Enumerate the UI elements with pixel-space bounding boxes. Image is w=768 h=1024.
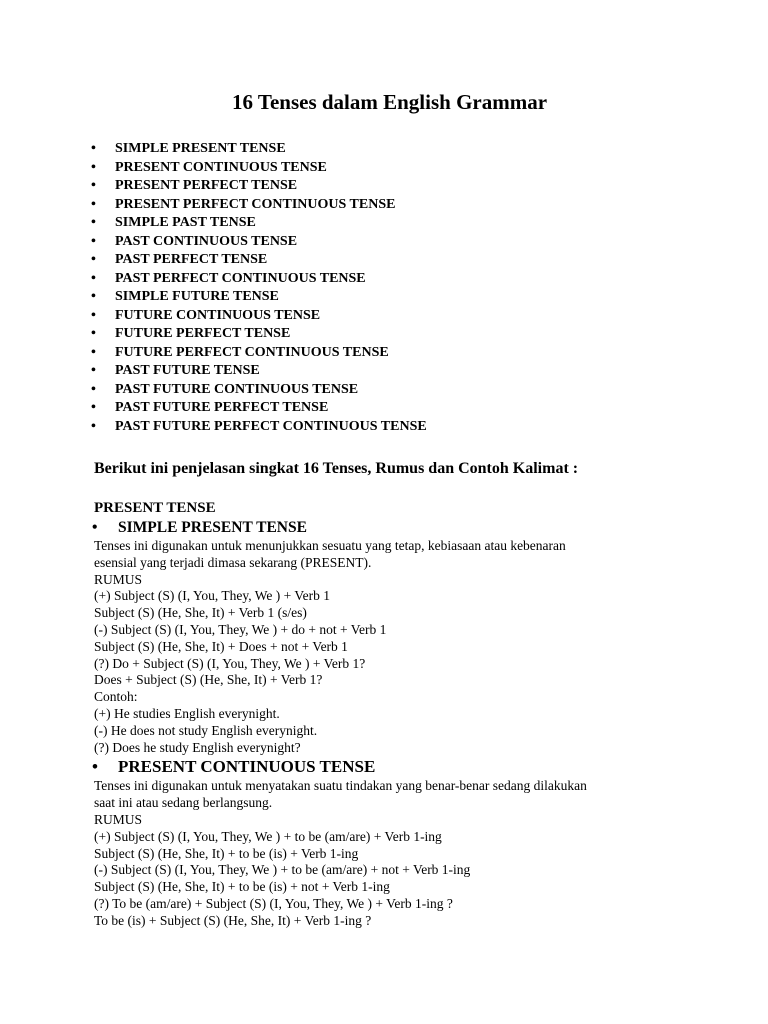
bullet-icon: •	[91, 159, 96, 175]
body-line: (+) Subject (S) (I, You, They, We ) + Verb 1	[94, 588, 330, 604]
document-title: 16 Tenses dalam English Grammar	[232, 90, 548, 114]
list-item-label: PAST CONTINUOUS TENSE	[115, 233, 298, 249]
list-item	[0, 307, 768, 326]
bullet-icon: •	[91, 215, 96, 230]
present-continuous-body	[94, 778, 768, 929]
list-item-label: FUTURE PERFECT TENSE	[115, 326, 291, 341]
list-item-label: PRESENT CONTINUOUS TENSE	[115, 159, 327, 175]
list-item	[0, 270, 768, 289]
bullet-icon: •	[92, 757, 98, 777]
body-line: Contoh:	[94, 689, 138, 705]
list-item	[0, 381, 768, 400]
list-item	[0, 399, 768, 418]
body-line: (-) Subject (S) (I, You, They, We ) + do + not + Verb 1	[94, 621, 387, 637]
list-item-label: PAST FUTURE TENSE	[115, 363, 260, 378]
body-line: To be (is) + Subject (S) (He, She, It) + Verb 1-ing ?	[94, 912, 372, 928]
list-item-label: PAST FUTURE CONTINUOUS TENSE	[115, 381, 359, 397]
body-line: saat ini atau sedang berlangsung.	[94, 795, 273, 811]
bullet-icon: •	[91, 326, 96, 341]
list-item-label: PRESENT PERFECT CONTINUOUS TENSE	[115, 196, 396, 212]
list-item	[0, 140, 768, 159]
subheading-label: PRESENT CONTINUOUS TENSE	[118, 757, 376, 777]
body-line: RUMUS	[94, 811, 143, 827]
section-heading-present-tense: PRESENT TENSE	[94, 500, 216, 516]
body-line: (?) Does he study English everynight?	[94, 739, 301, 755]
list-item	[0, 233, 768, 252]
body-line: (?) To be (am/are) + Subject (S) (I, You, They, We ) + Verb 1-ing ?	[94, 895, 453, 911]
subheading-present-continuous	[0, 756, 768, 778]
bullet-icon: •	[91, 344, 96, 360]
body-line: Subject (S) (He, She, It) + Does + not + Verb 1	[94, 638, 348, 654]
body-line: (+) Subject (S) (I, You, They, We ) + to be (am/are) + Verb 1-ing	[94, 828, 442, 844]
body-line: (-) Subject (S) (I, You, They, We ) + to be (am/are) + not + Verb 1-ing	[94, 862, 471, 878]
list-item-label: SIMPLE PRESENT TENSE	[115, 141, 286, 156]
list-item-label: PAST PERFECT TENSE	[115, 252, 268, 267]
list-item-label: PAST FUTURE PERFECT TENSE	[115, 400, 329, 415]
list-item-label: SIMPLE PAST TENSE	[115, 215, 256, 230]
list-item-label: PAST FUTURE PERFECT CONTINUOUS TENSE	[115, 418, 427, 434]
body-line: (+) He studies English everynight.	[94, 705, 280, 721]
body-line: Does + Subject (S) (He, She, It) + Verb 1?	[94, 672, 323, 688]
bullet-icon: •	[92, 519, 98, 536]
list-item	[0, 362, 768, 381]
body-line: Tenses ini digunakan untuk menyatakan suatu tindakan yang benar-benar sedang dilakukan	[94, 778, 587, 794]
body-line: Tenses ini digunakan untuk menunjukkan sesuatu yang tetap, kebiasaan atau kebenaran	[94, 538, 566, 553]
bullet-icon: •	[91, 252, 96, 267]
list-item	[0, 177, 768, 196]
list-item-label: SIMPLE FUTURE TENSE	[115, 289, 279, 304]
body-line: Subject (S) (He, She, It) + to be (is) + not + Verb 1-ing	[94, 879, 390, 895]
body-line: Subject (S) (He, She, It) + Verb 1 (s/es)	[94, 605, 307, 621]
intro-heading: Berikut ini penjelasan singkat 16 Tenses, Rumus dan Contoh Kalimat :	[94, 460, 579, 477]
list-item	[0, 288, 768, 307]
list-item	[0, 344, 768, 363]
bullet-icon: •	[91, 363, 96, 378]
body-line: Subject (S) (He, She, It) + to be (is) + Verb 1-ing	[94, 845, 359, 861]
body-line: esensial yang terjadi dimasa sekarang (PRESENT).	[94, 554, 372, 570]
body-line: (-) He does not study English everynight.	[94, 722, 318, 738]
bullet-icon: •	[91, 418, 96, 434]
list-item-label: PRESENT PERFECT TENSE	[115, 178, 298, 193]
subheading-simple-present	[0, 518, 768, 538]
subheading-label: SIMPLE PRESENT TENSE	[118, 519, 307, 536]
list-item	[0, 325, 768, 344]
list-item	[0, 214, 768, 233]
bullet-icon: •	[91, 233, 96, 249]
bullet-icon: •	[91, 270, 96, 286]
bullet-icon: •	[91, 141, 96, 156]
body-line: (?) Do + Subject (S) (I, You, They, We ) + Verb 1?	[94, 655, 366, 671]
body-line: RUMUS	[94, 571, 143, 587]
bullet-icon: •	[91, 178, 96, 193]
list-item-label: PAST PERFECT CONTINUOUS TENSE	[115, 270, 366, 286]
list-item	[0, 159, 768, 178]
list-item	[0, 418, 768, 437]
list-item-label: FUTURE PERFECT CONTINUOUS TENSE	[115, 344, 389, 360]
tense-list	[0, 140, 768, 436]
bullet-icon: •	[91, 196, 96, 212]
bullet-icon: •	[91, 289, 96, 304]
list-item	[0, 196, 768, 215]
list-item-label: FUTURE CONTINUOUS TENSE	[115, 307, 321, 323]
bullet-icon: •	[91, 381, 96, 397]
list-item	[0, 251, 768, 270]
bullet-icon: •	[91, 400, 96, 415]
simple-present-body	[94, 538, 768, 756]
bullet-icon: •	[91, 307, 96, 323]
